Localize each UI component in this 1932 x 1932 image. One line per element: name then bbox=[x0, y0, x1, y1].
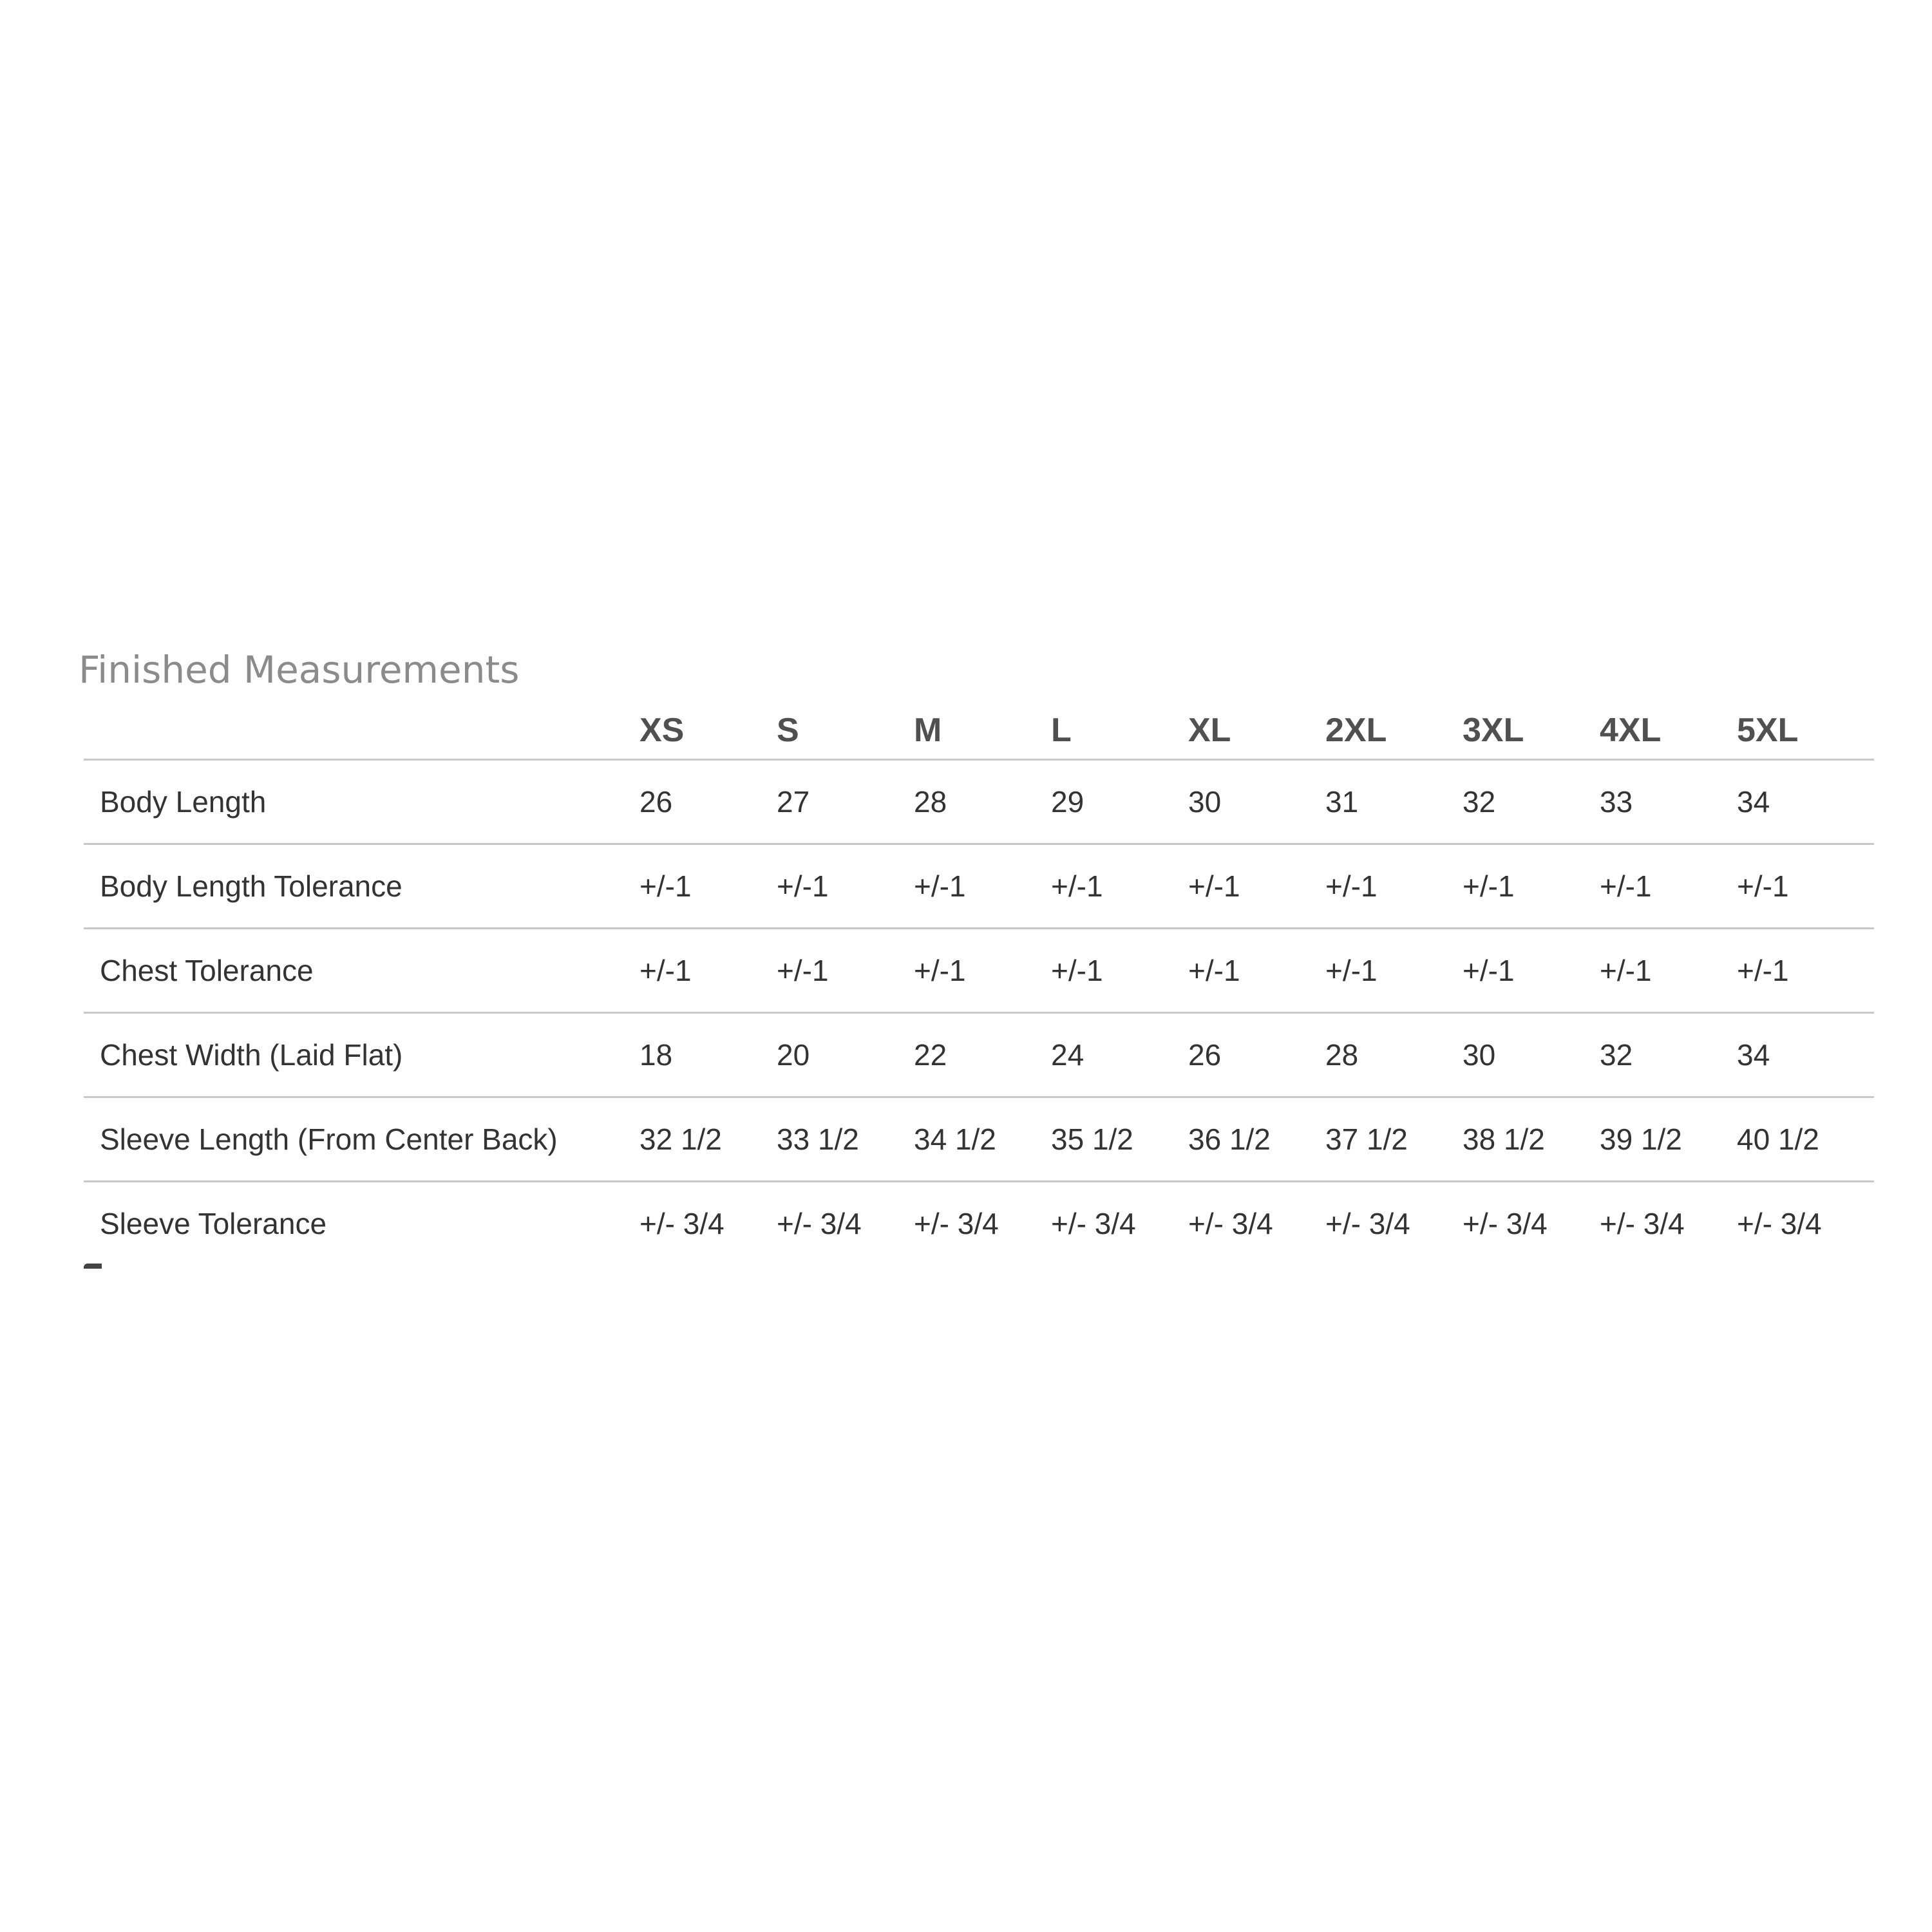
table-cell: +/-1 bbox=[1188, 929, 1325, 1013]
size-header: XL bbox=[1188, 702, 1325, 760]
size-header: 5XL bbox=[1737, 702, 1874, 760]
table-cell: +/-1 bbox=[1600, 929, 1737, 1013]
table-cell: +/- 3/4 bbox=[777, 1207, 862, 1240]
table-cell: +/-1 bbox=[639, 844, 777, 929]
table-cell: +/- 3/4 bbox=[914, 1207, 999, 1240]
table-cell: +/- 3/4 bbox=[1600, 1207, 1685, 1240]
table-cell: +/-1 bbox=[1051, 929, 1188, 1013]
table-cell: +/-1 bbox=[1325, 929, 1463, 1013]
table-cell: +/-1 bbox=[639, 929, 777, 1013]
table-cell: +/-1 bbox=[914, 844, 1051, 929]
header-corner bbox=[84, 702, 639, 760]
table-cell: 29 bbox=[1051, 760, 1188, 844]
table-cell: 30 bbox=[1463, 1013, 1600, 1097]
table-cell: 32 1/2 bbox=[639, 1097, 777, 1182]
table-row bbox=[84, 760, 1874, 844]
table-cell: 20 bbox=[777, 1013, 914, 1097]
table-cell: 26 bbox=[1188, 1013, 1325, 1097]
table-cell: 32 bbox=[1600, 1013, 1737, 1097]
row-label: Chest Tolerance bbox=[84, 929, 639, 1013]
table-cell: +/-1 bbox=[1463, 929, 1600, 1013]
table-cell: +/-1 bbox=[777, 929, 914, 1013]
size-header: 4XL bbox=[1600, 702, 1737, 760]
table-cell: 24 bbox=[1051, 1013, 1188, 1097]
table-cell: 35 1/2 bbox=[1051, 1097, 1188, 1182]
table-cell: +/-1 bbox=[1737, 844, 1874, 929]
size-header: L bbox=[1051, 702, 1188, 760]
row-label: Body Length bbox=[84, 760, 639, 844]
page-title: Finished Measurements bbox=[79, 648, 520, 692]
table-row bbox=[84, 1182, 1874, 1265]
crop-corner-mark bbox=[84, 1264, 102, 1269]
table-cell: +/- 3/4 bbox=[1737, 1207, 1822, 1240]
table-cell: 28 bbox=[914, 760, 1051, 844]
header-row bbox=[84, 702, 1874, 760]
table-cell: 34 bbox=[1737, 1013, 1874, 1097]
table-cell: 26 bbox=[639, 760, 777, 844]
table-cell: 30 bbox=[1188, 760, 1325, 844]
table-cell: 22 bbox=[914, 1013, 1051, 1097]
size-header: M bbox=[914, 702, 1051, 760]
table-row bbox=[84, 844, 1874, 929]
table-cell: 39 1/2 bbox=[1600, 1097, 1737, 1182]
table-cell: 40 1/2 bbox=[1737, 1097, 1874, 1182]
table-cell: 33 bbox=[1600, 760, 1737, 844]
table-cell: 32 bbox=[1463, 760, 1600, 844]
table-cell: +/- 3/4 bbox=[1325, 1207, 1410, 1240]
table-cell: 34 bbox=[1737, 760, 1874, 844]
table-row bbox=[84, 929, 1874, 1013]
table-cell: +/-1 bbox=[1600, 844, 1737, 929]
table-cell: +/-1 bbox=[1463, 844, 1600, 929]
table-cell: 33 1/2 bbox=[777, 1097, 914, 1182]
table-cell: +/- 3/4 bbox=[1463, 1207, 1548, 1240]
table-cell: +/- 3/4 bbox=[1188, 1207, 1273, 1240]
table-cell: 28 bbox=[1325, 1013, 1463, 1097]
table-cell: 37 1/2 bbox=[1325, 1097, 1463, 1182]
table-row bbox=[84, 1097, 1874, 1182]
table-cell: +/- 3/4 bbox=[639, 1207, 724, 1240]
row-label: Sleeve Length (From Center Back) bbox=[84, 1097, 639, 1182]
table-cell: 18 bbox=[639, 1013, 777, 1097]
size-header: 2XL bbox=[1325, 702, 1463, 760]
row-label: Sleeve Tolerance bbox=[100, 1207, 327, 1240]
size-header: S bbox=[777, 702, 914, 760]
table-cell: +/-1 bbox=[1325, 844, 1463, 929]
size-header: 3XL bbox=[1463, 702, 1600, 760]
row-label: Body Length Tolerance bbox=[84, 844, 639, 929]
table-cell: +/-1 bbox=[1737, 929, 1874, 1013]
table-cell: +/-1 bbox=[777, 844, 914, 929]
table-cell: 38 1/2 bbox=[1463, 1097, 1600, 1182]
table-cell: +/-1 bbox=[1051, 844, 1188, 929]
table-cell: 27 bbox=[777, 760, 914, 844]
row-label: Chest Width (Laid Flat) bbox=[84, 1013, 639, 1097]
table-cell: +/- 3/4 bbox=[1051, 1207, 1136, 1240]
size-chart-table bbox=[84, 702, 1874, 1265]
table-row bbox=[84, 1013, 1874, 1097]
table-cell: +/-1 bbox=[914, 929, 1051, 1013]
table-cell: 31 bbox=[1325, 760, 1463, 844]
table-cell: +/-1 bbox=[1188, 844, 1325, 929]
table-cell: 36 1/2 bbox=[1188, 1097, 1325, 1182]
size-header: XS bbox=[639, 702, 777, 760]
table-cell: 34 1/2 bbox=[914, 1097, 1051, 1182]
